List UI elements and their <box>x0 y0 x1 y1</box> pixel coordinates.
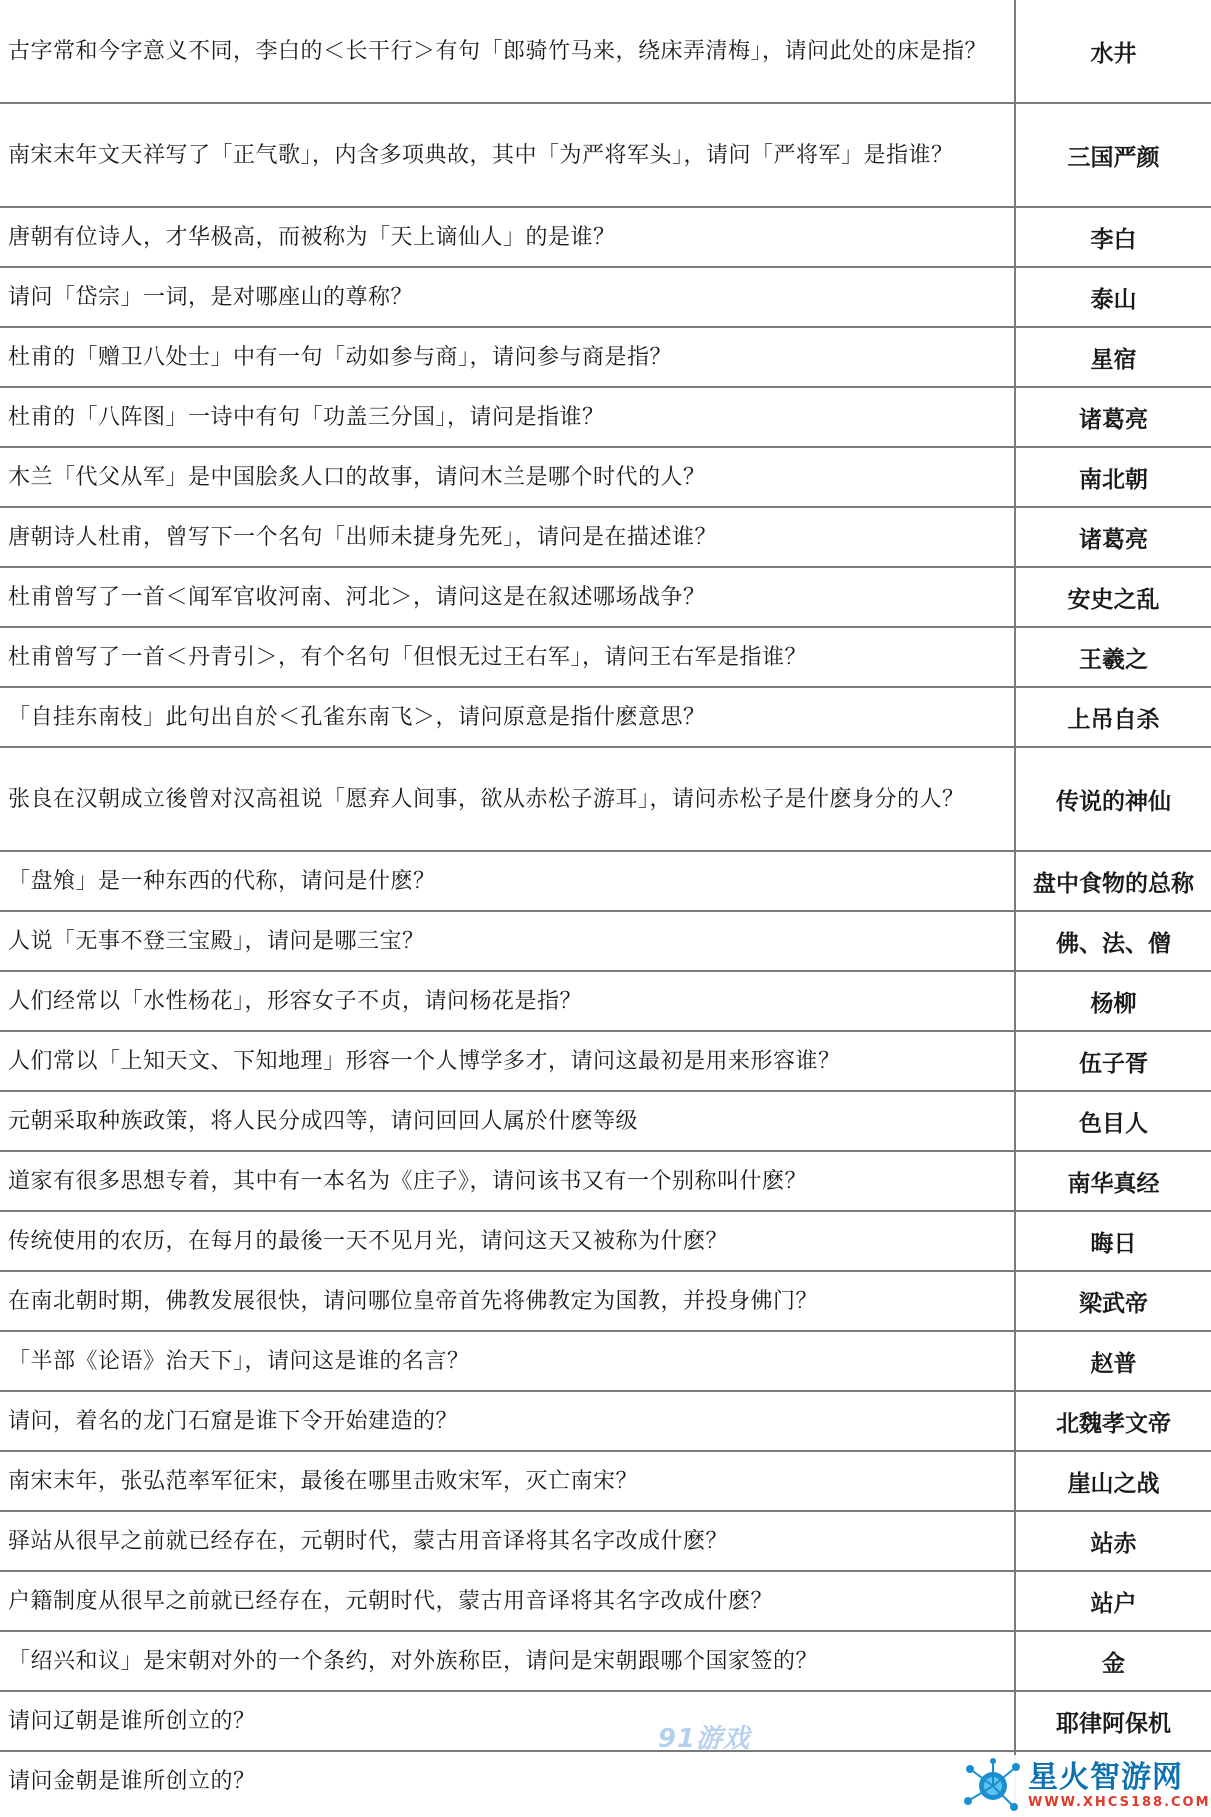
answer-cell: 佛、法、僧 <box>1015 911 1211 971</box>
table-row <box>0 267 1211 327</box>
table-row <box>0 1271 1211 1331</box>
watermark-91youxi: 91游戏 <box>657 1723 751 1754</box>
answer-cell: 三国严颜 <box>1015 103 1211 207</box>
question-cell: 张良在汉朝成立後曾对汉高祖说「愿弃人间事，欲从赤松子游耳」，请问赤松子是什麽身分的人？ <box>0 747 1015 851</box>
answer-cell: 盘中食物的总称 <box>1015 851 1211 911</box>
question-cell: 传统使用的农历，在每月的最後一天不见月光，请问这天又被称为什麽？ <box>0 1211 1015 1271</box>
answer-cell: 上吊自杀 <box>1015 687 1211 747</box>
answer-cell: 崖山之战 <box>1015 1451 1211 1511</box>
question-cell: 元朝采取种族政策，将人民分成四等，请问回回人属於什麽等级 <box>0 1091 1015 1151</box>
watermark-site-title: 星火智游网 <box>1028 1760 1183 1795</box>
table-row <box>0 327 1211 387</box>
network-globe-icon <box>962 1757 1024 1815</box>
answer-cell: 安史之乱 <box>1015 567 1211 627</box>
question-cell: 杜甫的「赠卫八处士」中有一句「动如参与商」，请问参与商是指？ <box>0 327 1015 387</box>
question-cell: 人们经常以「水性杨花」，形容女子不贞，请问杨花是指？ <box>0 971 1015 1031</box>
table-row <box>0 911 1211 971</box>
answer-cell: 水井 <box>1015 0 1211 103</box>
table-row <box>0 687 1211 747</box>
question-cell: 杜甫的「八阵图」一诗中有句「功盖三分国」，请问是指谁？ <box>0 387 1015 447</box>
question-cell: 人们常以「上知天文、下知地理」形容一个人博学多才，请问这最初是用来形容谁？ <box>0 1031 1015 1091</box>
question-cell: 人说「无事不登三宝殿」，请问是哪三宝？ <box>0 911 1015 971</box>
answer-cell: 伍子胥 <box>1015 1031 1211 1091</box>
answer-cell: 王羲之 <box>1015 627 1211 687</box>
answer-cell: 泰山 <box>1015 267 1211 327</box>
table-row <box>0 1511 1211 1571</box>
question-cell: 请问「岱宗」一词，是对哪座山的尊称？ <box>0 267 1015 327</box>
answer-cell: 站赤 <box>1015 1511 1211 1571</box>
answer-cell: 耶律阿保机 <box>1015 1691 1211 1751</box>
answer-cell: 杨柳 <box>1015 971 1211 1031</box>
question-cell: 木兰「代父从军」是中国脍炙人口的故事，请问木兰是哪个时代的人？ <box>0 447 1015 507</box>
table-row <box>0 627 1211 687</box>
answer-cell: 传说的神仙 <box>1015 747 1211 851</box>
question-cell: 请问，着名的龙门石窟是谁下令开始建造的？ <box>0 1391 1015 1451</box>
question-cell: 「自挂东南枝」此句出自於＜孔雀东南飞＞，请问原意是指什麽意思？ <box>0 687 1015 747</box>
table-row <box>0 1451 1211 1511</box>
question-cell: 杜甫曾写了一首＜丹青引＞，有个名句「但恨无过王右军」，请问王右军是指谁？ <box>0 627 1015 687</box>
question-cell: 「绍兴和议」是宋朝对外的一个条约，对外族称臣，请问是宋朝跟哪个国家签的？ <box>0 1631 1015 1691</box>
answer-cell: 站户 <box>1015 1571 1211 1631</box>
table-row <box>0 1151 1211 1211</box>
table-row <box>0 567 1211 627</box>
question-cell: 请问金朝是谁所创立的？ <box>0 1751 1015 1810</box>
question-cell: 南宋末年，张弘范率军征宋，最後在哪里击败宋军，灭亡南宋？ <box>0 1451 1015 1511</box>
table-row <box>0 1031 1211 1091</box>
table-row <box>0 851 1211 911</box>
answer-cell: 色目人 <box>1015 1091 1211 1151</box>
table-row <box>0 971 1211 1031</box>
answer-cell: 金 <box>1015 1631 1211 1691</box>
table-row <box>0 103 1211 207</box>
question-cell: 请问辽朝是谁所创立的？ <box>0 1691 1015 1751</box>
table-row <box>0 447 1211 507</box>
answer-cell: 梁武帝 <box>1015 1271 1211 1331</box>
question-cell: 驿站从很早之前就已经存在，元朝时代，蒙古用音译将其名字改成什麽？ <box>0 1511 1015 1571</box>
watermark-site-url: WWW.XHCS188.COM <box>1028 1795 1211 1810</box>
answer-cell: 诸葛亮 <box>1015 387 1211 447</box>
table-row <box>0 1391 1211 1451</box>
table-row <box>0 1571 1211 1631</box>
question-cell: 唐朝有位诗人，才华极高，而被称为「天上谪仙人」的是谁？ <box>0 207 1015 267</box>
answer-cell: 星宿 <box>1015 327 1211 387</box>
table-row <box>0 0 1211 103</box>
watermark-site-logo <box>958 1755 1211 1817</box>
question-cell: 古字常和今字意义不同，李白的＜长干行＞有句「郎骑竹马来，绕床弄清梅」，请问此处的床是指？ <box>0 0 1015 103</box>
question-cell: 户籍制度从很早之前就已经存在，元朝时代，蒙古用音译将其名字改成什麽？ <box>0 1571 1015 1631</box>
table-row <box>0 747 1211 851</box>
question-cell: 「半部《论语》治天下」，请问这是谁的名言？ <box>0 1331 1015 1391</box>
answer-cell: 诸葛亮 <box>1015 507 1211 567</box>
answer-cell: 赵普 <box>1015 1331 1211 1391</box>
table-row <box>0 1691 1211 1751</box>
answer-cell: 李白 <box>1015 207 1211 267</box>
question-cell: 道家有很多思想专着，其中有一本名为《庄子》，请问该书又有一个别称叫什麽？ <box>0 1151 1015 1211</box>
question-cell: 在南北朝时期，佛教发展很快，请问哪位皇帝首先将佛教定为国教，并投身佛门？ <box>0 1271 1015 1331</box>
table-row <box>0 507 1211 567</box>
table-row <box>0 1331 1211 1391</box>
question-cell: 杜甫曾写了一首＜闻军官收河南、河北＞，请问这是在叙述哪场战争？ <box>0 567 1015 627</box>
answer-cell: 南北朝 <box>1015 447 1211 507</box>
table-row <box>0 1091 1211 1151</box>
answer-cell: 晦日 <box>1015 1211 1211 1271</box>
answer-cell: 南华真经 <box>1015 1151 1211 1211</box>
question-cell: 唐朝诗人杜甫，曾写下一个名句「出师未捷身先死」，请问是在描述谁？ <box>0 507 1015 567</box>
answer-cell: 北魏孝文帝 <box>1015 1391 1211 1451</box>
table-row <box>0 1631 1211 1691</box>
table-row <box>0 1211 1211 1271</box>
question-cell: 「盘飧」是一种东西的代称，请问是什麽？ <box>0 851 1015 911</box>
table-row <box>0 207 1211 267</box>
table-row <box>0 387 1211 447</box>
question-cell: 南宋末年文天祥写了「正气歌」，内含多项典故，其中「为严将军头」，请问「严将军」是指谁？ <box>0 103 1015 207</box>
